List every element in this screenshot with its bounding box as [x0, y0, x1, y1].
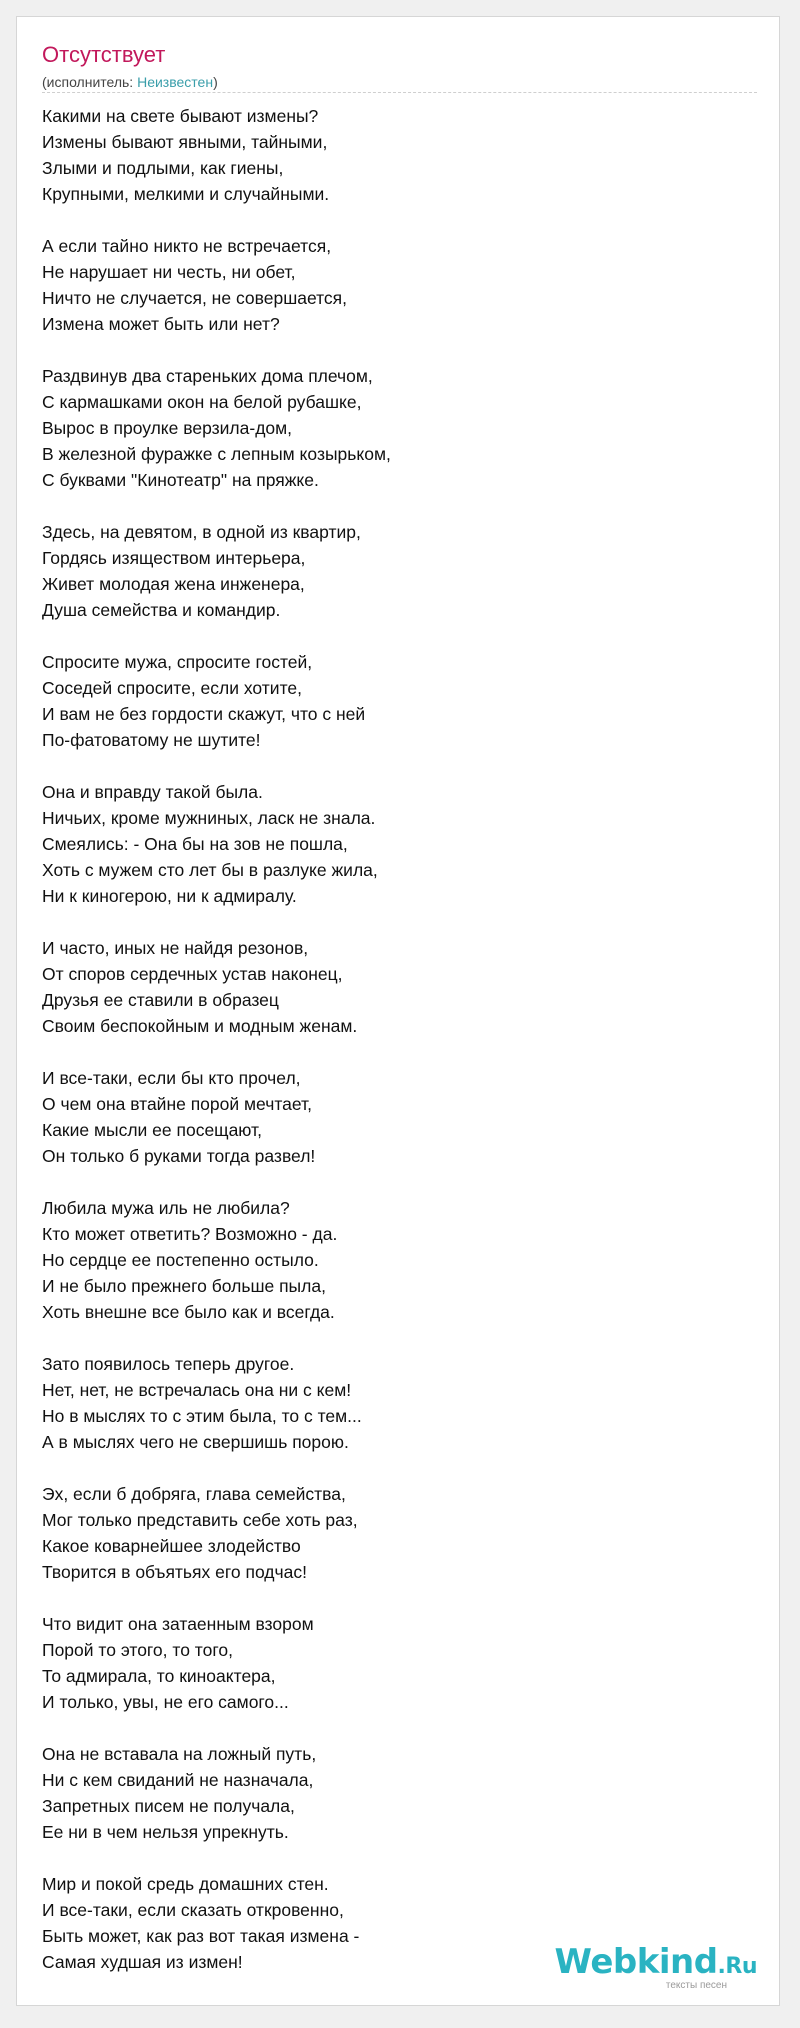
lyric-line: Спросите мужа, спросите гостей, [42, 652, 313, 672]
lyric-line: Быть может, как раз вот такая измена - [42, 1926, 360, 1946]
site-logo[interactable] [554, 1942, 757, 1991]
lyric-line: Запретных писем не получала, [42, 1796, 295, 1816]
lyric-line: Измена может быть или нет? [42, 314, 280, 334]
lyric-line: Он только б руками тогда развел! [42, 1146, 316, 1166]
lyric-line: Мир и покой средь домашних стен. [42, 1874, 329, 1894]
lyric-line: Соседей спросите, если хотите, [42, 678, 302, 698]
stanza [42, 1195, 742, 1325]
lyric-line: Своим беспокойным и модным женам. [42, 1016, 358, 1036]
lyric-line: Вырос в проулке верзила-дом, [42, 418, 293, 438]
lyrics-page [16, 16, 780, 2006]
lyric-line: Ее ни в чем нельзя упрекнуть. [42, 1822, 289, 1842]
lyric-line: Кто может ответить? Возможно - да. [42, 1224, 338, 1244]
lyric-line: Крупными, мелкими и случайными. [42, 184, 330, 204]
lyric-line: Мог только представить себе хоть раз, [42, 1510, 358, 1530]
lyric-line: Раздвинув два стареньких дома плечом, [42, 366, 373, 386]
lyric-line: И часто, иных не найдя резонов, [42, 938, 309, 958]
lyric-line: Она и вправду такой была. [42, 782, 263, 802]
lyric-line: По-фатоватому не шутите! [42, 730, 261, 750]
lyric-line: Любила мужа иль не любила? [42, 1198, 290, 1218]
lyric-line: И все-таки, если бы кто прочел, [42, 1068, 301, 1088]
stanza [42, 1741, 742, 1845]
lyric-line: Здесь, на девятом, в одной из квартир, [42, 522, 361, 542]
artist-line [42, 74, 218, 90]
stanza [42, 779, 742, 909]
lyric-line: И не было прежнего больше пыла, [42, 1276, 326, 1296]
lyric-line: С буквами "Кинотеатр" на пряжке. [42, 470, 319, 490]
lyrics-text [42, 103, 742, 2001]
lyric-line: Зато появилось теперь другое. [42, 1354, 295, 1374]
stanza [42, 1351, 742, 1455]
stanza [42, 233, 742, 337]
lyric-line: Друзья ее ставили в образец [42, 990, 279, 1010]
stanza [42, 1065, 742, 1169]
lyric-line: То адмирала, то киноактера, [42, 1666, 276, 1686]
lyric-line: Эх, если б добряга, глава семейства, [42, 1484, 346, 1504]
stanza [42, 519, 742, 623]
lyric-line: Она не вставала на ложный путь, [42, 1744, 317, 1764]
stanza [42, 1611, 742, 1715]
lyric-line: Живет молодая жена инженера, [42, 574, 305, 594]
lyric-line: Но сердце ее постепенно остыло. [42, 1250, 319, 1270]
stanza [42, 103, 742, 207]
lyric-line: С кармашками окон на белой рубашке, [42, 392, 362, 412]
lyric-line: Душа семейства и командир. [42, 600, 281, 620]
lyric-line: Творится в объятьях его подчас! [42, 1562, 307, 1582]
lyric-line: Хоть с мужем сто лет бы в разлуке жила, [42, 860, 378, 880]
lyric-line: И только, увы, не его самого... [42, 1692, 289, 1712]
lyric-line: Ничто не случается, не совершается, [42, 288, 348, 308]
lyric-line: И вам не без гордости скажут, что с ней [42, 704, 366, 724]
artist-suffix: ) [213, 74, 218, 90]
brand-name: Webkind.Ru [554, 1942, 757, 1982]
lyric-line: Хоть внешне все было как и всегда. [42, 1302, 335, 1322]
lyric-line: А в мыслях чего не свершишь порою. [42, 1432, 349, 1452]
lyric-line: Но в мыслях то с этим была, то с тем... [42, 1406, 362, 1426]
lyric-line: Не нарушает ни честь, ни обет, [42, 262, 296, 282]
brand-tagline: тексты песен [665, 1980, 727, 1991]
stanza [42, 363, 742, 493]
lyric-line: И все-таки, если сказать откровенно, [42, 1900, 344, 1920]
lyric-line: Самая худшая из измен! [42, 1952, 243, 1972]
lyric-line: А если тайно никто не встречается, [42, 236, 332, 256]
lyric-line: Что видит она затаенным взором [42, 1614, 314, 1634]
artist-link[interactable]: Неизвестен [137, 74, 214, 90]
header-divider [42, 92, 757, 93]
lyric-line: О чем она втайне порой мечтает, [42, 1094, 312, 1114]
lyric-line: Какое коварнейшее злодейство [42, 1536, 301, 1556]
lyric-line: Гордясь изяществом интерьера, [42, 548, 306, 568]
lyric-line: В железной фуражке с лепным козырьком, [42, 444, 391, 464]
lyric-line: Ничьих, кроме мужниных, ласк не знала. [42, 808, 376, 828]
lyric-line: Ни с кем свиданий не назначала, [42, 1770, 314, 1790]
lyric-line: Ни к киногерою, ни к адмиралу. [42, 886, 297, 906]
lyric-line: Какие мысли ее посещают, [42, 1120, 262, 1140]
lyric-line: Какими на свете бывают измены? [42, 106, 319, 126]
lyric-line: Смеялись: - Она бы на зов не пошла, [42, 834, 348, 854]
song-title: Отсутствует [42, 42, 166, 67]
lyric-line: Нет, нет, не встречалась она ни с кем! [42, 1380, 352, 1400]
stanza [42, 935, 742, 1039]
stanza [42, 1481, 742, 1585]
stanza [42, 649, 742, 753]
lyric-line: Порой то этого, то того, [42, 1640, 233, 1660]
lyric-line: Измены бывают явными, тайными, [42, 132, 328, 152]
lyric-line: Злыми и подлыми, как гиены, [42, 158, 284, 178]
lyric-line: От споров сердечных устав наконец, [42, 964, 343, 984]
artist-prefix: (исполнитель: [42, 74, 138, 90]
